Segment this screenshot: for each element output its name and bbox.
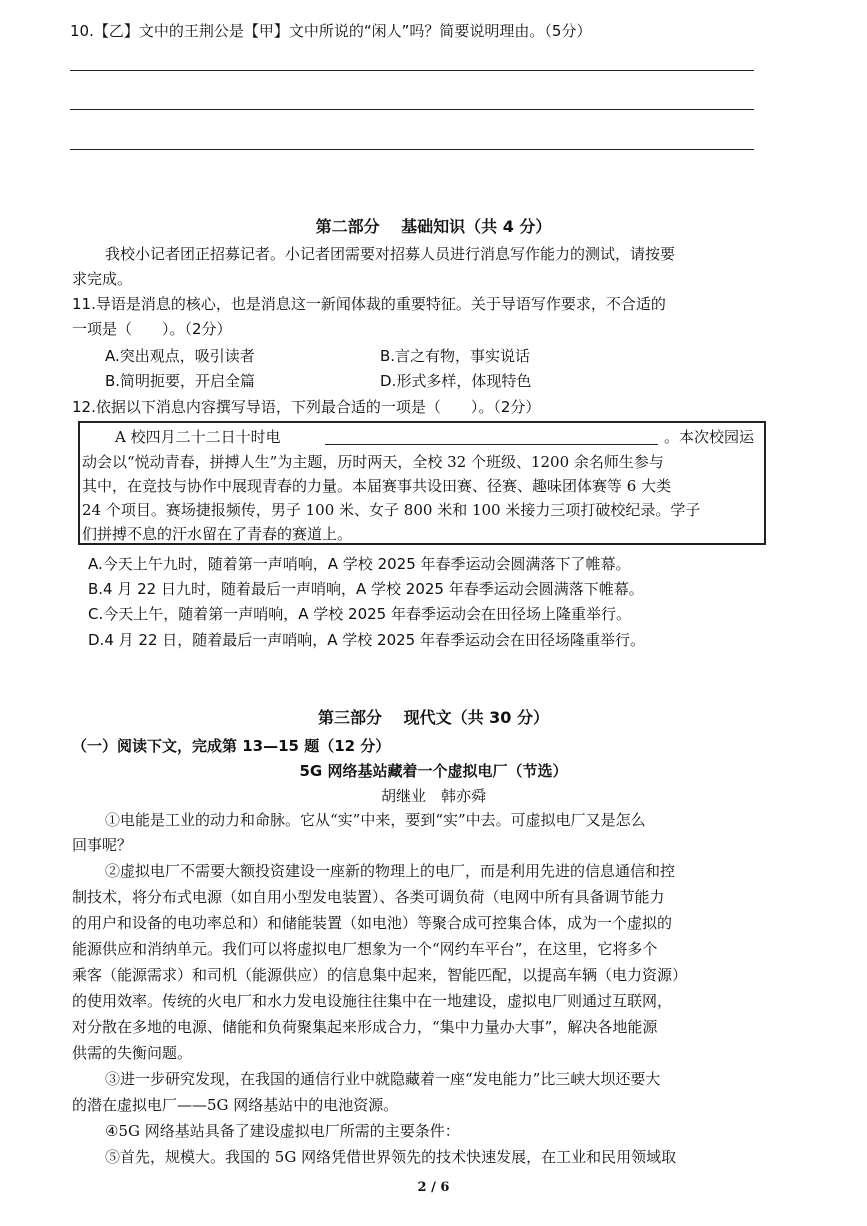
section-1-instruction: （一）阅读下文，完成第 13—15 题（12 分）: [72, 737, 391, 755]
answer-line-1: [70, 70, 754, 71]
question-12: 12.依据以下消息内容撰写导语，下列最合适的一项是（ ）。（2分）: [72, 398, 541, 416]
para-3-line2: 的潜在虚拟电厂——5G 网络基站中的电池资源。: [72, 1096, 399, 1114]
article-authors: 胡继业 韩亦舜: [380, 787, 486, 805]
answer-line-3: [70, 149, 754, 150]
q12-option-b: B.4 月 22 日九时，随着最后一声哨响，A 学校 2025 年春季运动会圆满落下帷幕。: [88, 580, 644, 598]
news-line3: 其中，在竞技与协作中展现青春的力量。本届赛事共设田赛、径赛、趣味团体赛等 6 大类: [82, 477, 672, 495]
question-11-line1: 11.导语是消息的核心，也是消息这一新闻体裁的重要特征。关于导语写作要求，不合适的: [72, 295, 666, 313]
para-2-line2: 制技术，将分布式电源（如自用小型发电装置）、各类可调负荷（电网中所有具备调节能力: [72, 888, 665, 906]
part3-heading: 第三部分 现代文（共 30 分）: [318, 708, 549, 727]
q11-option-b: B.言之有物，事实说话: [380, 347, 531, 365]
news-line1-start: A 校四月二十二日十时电: [115, 428, 281, 446]
para-2-line7: 对分散在多地的电源、储能和负荷聚集起来形成合力，“集中力量办大事”，解决各地能源: [72, 1018, 658, 1036]
news-line5: 们拼搏不息的汗水留在了青春的赛道上。: [82, 525, 353, 543]
q11-option-c: B.简明扼要，开启全篇: [105, 372, 256, 390]
q12-option-d: D.4 月 22 日，随着最后一声哨响，A 学校 2025 年春季运动会在田径场隆重举行。: [88, 631, 645, 649]
part2-intro-line1: 我校小记者团正招募记者。小记者团需要对招募人员进行消息写作能力的测试，请按要: [105, 245, 676, 263]
news-line2: 动会以“悦动青春，拼搏人生”为主题，历时两天，全校 32 个班级、1200 余名师生参与: [82, 453, 664, 471]
para-2-line5: 乘客（能源需求）和司机（能源供应）的信息集中起来，智能匹配，以提高车辆（电力资源）: [72, 966, 688, 984]
para-2-line1: ②虚拟电厂不需要大额投资建设一座新的物理上的电厂，而是利用先进的信息通信和控: [105, 862, 676, 880]
para-2-line4: 能源供应和消纳单元。我们可以将虚拟电厂想象为一个“网约车平台”，在这里，它将多个: [72, 940, 658, 958]
q11-option-a: A.突出观点，吸引读者: [105, 347, 255, 365]
q12-option-a: A.今天上午九时，随着第一声哨响，A 学校 2025 年春季运动会圆满落下了帷幕。: [88, 555, 631, 573]
para-3-line1: ③进一步研究发现，在我国的通信行业中就隐藏着一座“发电能力”比三峡大坝还要大: [105, 1070, 661, 1088]
question-11-line2: 一项是（ ）。（2分）: [72, 320, 232, 338]
page-number: 2 / 6: [417, 1180, 450, 1195]
news-line1-end: 。本次校园运: [664, 428, 755, 446]
news-line4: 24 个项目。赛场捷报频传，男子 100 米、女子 800 米和 100 米接力三项打破校纪录。学子: [82, 501, 701, 519]
para-2-line6: 的使用效率。传统的火电厂和水力发电设施往往集中在一地建设，虚拟电厂则通过互联网，: [72, 992, 673, 1010]
q11-option-d: D.形式多样，体现特色: [380, 372, 532, 390]
para-2-line3: 的用户和设备的电功率总和）和储能装置（如电池）等聚合成可控集合体，成为一个虚拟的: [72, 914, 673, 932]
para-1-line1: ①电能是工业的动力和命脉。它从“实”中来，要到“实”中去。可虚拟电厂又是怎么: [105, 811, 646, 829]
part2-intro-line2: 求完成。: [72, 270, 133, 288]
question-10: 10.【乙】文中的王荆公是【甲】文中所说的“闲人”吗？简要说明理由。（5分）: [70, 22, 592, 40]
part2-heading: 第二部分 基础知识（共 4 分）: [315, 217, 552, 236]
para-5-line1: ⑤首先，规模大。我国的 5G 网络凭借世界领先的技术快速发展，在工业和民用领域取: [105, 1148, 677, 1166]
q12-option-c: C.今天上午，随着第一声哨响，A 学校 2025 年春季运动会在田径场上隆重举行。: [88, 605, 631, 623]
para-4: ④5G 网络基站具备了建设虚拟电厂所需的主要条件：: [105, 1122, 460, 1140]
para-1-line2: 回事呢？: [72, 836, 133, 854]
article-title: 5G 网络基站藏着一个虚拟电厂（节选）: [299, 762, 568, 780]
lead-blank-line: [325, 444, 658, 445]
para-2-line8: 供需的失衡问题。: [72, 1044, 193, 1062]
answer-line-2: [70, 109, 754, 110]
